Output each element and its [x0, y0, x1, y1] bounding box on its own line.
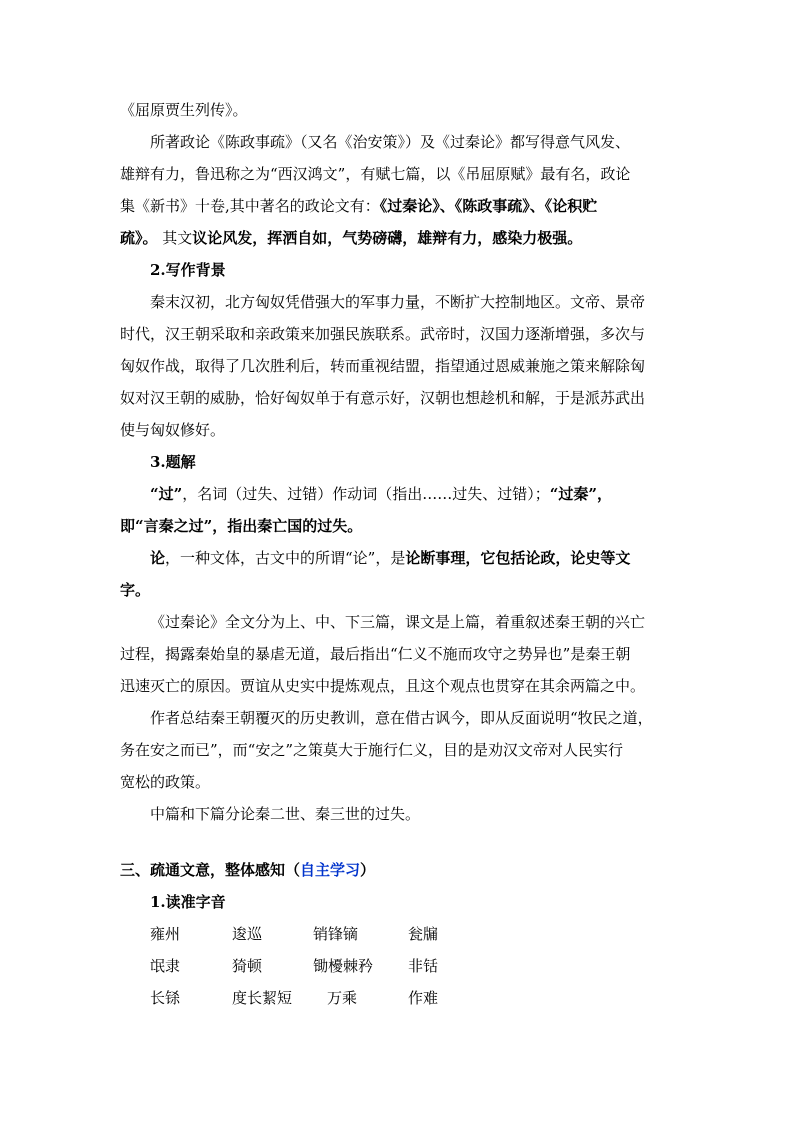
vocab-word: 逡巡 — [232, 925, 263, 943]
vocab-word: 作难 — [408, 989, 439, 1007]
text-line — [120, 324, 690, 344]
text-line — [120, 164, 690, 184]
text-segment: ，一种文体，古文中的所谓“论”，是 — [165, 549, 406, 567]
text-line — [150, 132, 720, 152]
text-segment: 1.读准字音 — [150, 893, 226, 911]
vocab-word: 万乘 — [327, 989, 358, 1007]
text-line — [120, 740, 690, 760]
text-line — [150, 804, 720, 824]
text-segment: 宽松的政策。 — [120, 773, 211, 791]
text-segment: 3.题解 — [150, 453, 196, 471]
vocab-word: 氓隶 — [150, 957, 181, 975]
text-segment: ，名词（过失、过错）作动词（指出……过失、过错）； — [182, 485, 550, 503]
text-line — [150, 548, 720, 568]
text-segment: 其文 — [157, 229, 193, 247]
text-line — [150, 612, 720, 632]
text-line — [120, 772, 690, 792]
text-line — [120, 420, 690, 440]
text-segment: 迅速灭亡的原因。贾谊从史实中提炼观点，且这个观点也贯穿在其余两篇之中。 — [120, 677, 646, 695]
text-line — [120, 388, 690, 408]
text-line — [120, 100, 690, 120]
text-line — [150, 892, 720, 912]
text-line — [120, 196, 690, 216]
text-segment: 过程，揭露秦始皇的暴虐无道，最后指出“仁义不施而攻守之势异也”是秦王朝 — [120, 645, 631, 663]
vocab-word: 猗顿 — [232, 957, 263, 975]
text-segment: 作者总结秦王朝覆灭的历史教训，意在借古讽今，即从反面说明“牧民之道， — [150, 709, 653, 727]
text-segment: 时代，汉王朝采取和亲政策来加强民族联系。武帝时，汉国力逐渐增强，多次与 — [120, 325, 646, 343]
text-segment: 秦末汉初，北方匈奴凭借强大的军事力量，不断扩大控制地区。文帝、景帝 — [150, 293, 646, 311]
text-segment: 论断事理，它包括论政，论史等文 — [405, 549, 631, 567]
text-segment: “过秦”， — [549, 485, 613, 503]
vocab-word: 销锋镝 — [313, 925, 359, 943]
text-segment: ） — [360, 861, 376, 879]
text-segment: 《过秦论》、《陈政事疏》、《论积贮 — [379, 197, 598, 215]
vocab-word: 雍州 — [150, 925, 181, 943]
text-segment: 所著政论《陈政事疏》（又名《治安策》）及《过秦论》都写得意气风发、 — [150, 133, 631, 151]
text-segment: “过” — [150, 485, 183, 503]
vocab-word: 度长絜短 — [232, 989, 293, 1007]
text-segment: 雄辩有力，鲁迅称之为“西汉鸿文”，有赋七篇，以《吊屈原赋》最有名，政论 — [120, 165, 631, 183]
text-segment: 《屈原贾生列传》。 — [120, 101, 248, 119]
vocab-word: 瓮牖 — [408, 925, 439, 943]
text-line — [150, 708, 720, 728]
text-segment: 字。 — [120, 581, 151, 599]
text-segment: 三、疏通文意，整体感知（ — [120, 861, 301, 879]
text-line — [120, 676, 690, 696]
text-segment: 疏》。 — [120, 229, 158, 247]
text-line — [120, 860, 690, 880]
text-line — [120, 516, 690, 536]
text-line — [120, 644, 690, 664]
text-segment: 《过秦论》全文分为上、中、下三篇，课文是上篇，着重叙述秦王朝的兴亡 — [150, 613, 646, 631]
text-segment: 论 — [150, 549, 166, 567]
vocab-word: 长铩 — [150, 989, 181, 1007]
text-segment: 自主学习 — [300, 861, 361, 879]
text-line — [150, 452, 720, 472]
vocab-word: 锄櫌棘矜 — [313, 957, 374, 975]
text-segment: 务在安之而已”，而“安之”之策莫大于施行仁义，目的是劝汉文帝对人民实行 — [120, 741, 624, 759]
text-line — [120, 580, 690, 600]
text-segment: 使与匈奴修好。 — [120, 421, 226, 439]
text-line — [120, 356, 690, 376]
text-segment: 议论风发，挥洒自如，气势磅礴，雄辩有力，感染力极强。 — [192, 229, 583, 247]
text-segment: 集《新书》十卷,其中著名的政论文有： — [120, 197, 380, 215]
text-line — [150, 260, 720, 280]
text-segment: 奴对汉王朝的威胁，恰好匈奴单于有意示好，汉朝也想趁机和解，于是派苏武出 — [120, 389, 646, 407]
vocab-word: 非铦 — [408, 957, 439, 975]
text-line — [150, 292, 720, 312]
text-segment: 中篇和下篇分论秦二世、秦三世的过失。 — [150, 805, 421, 823]
text-line — [120, 228, 690, 248]
text-line — [150, 484, 720, 504]
text-segment: 2.写作背景 — [150, 261, 226, 279]
text-segment: 即“言秦之过”，指出秦亡国的过失。 — [120, 517, 363, 535]
text-segment: 匈奴作战，取得了几次胜利后，转而重视结盟，指望通过恩威兼施之策来解除匈 — [120, 357, 646, 375]
